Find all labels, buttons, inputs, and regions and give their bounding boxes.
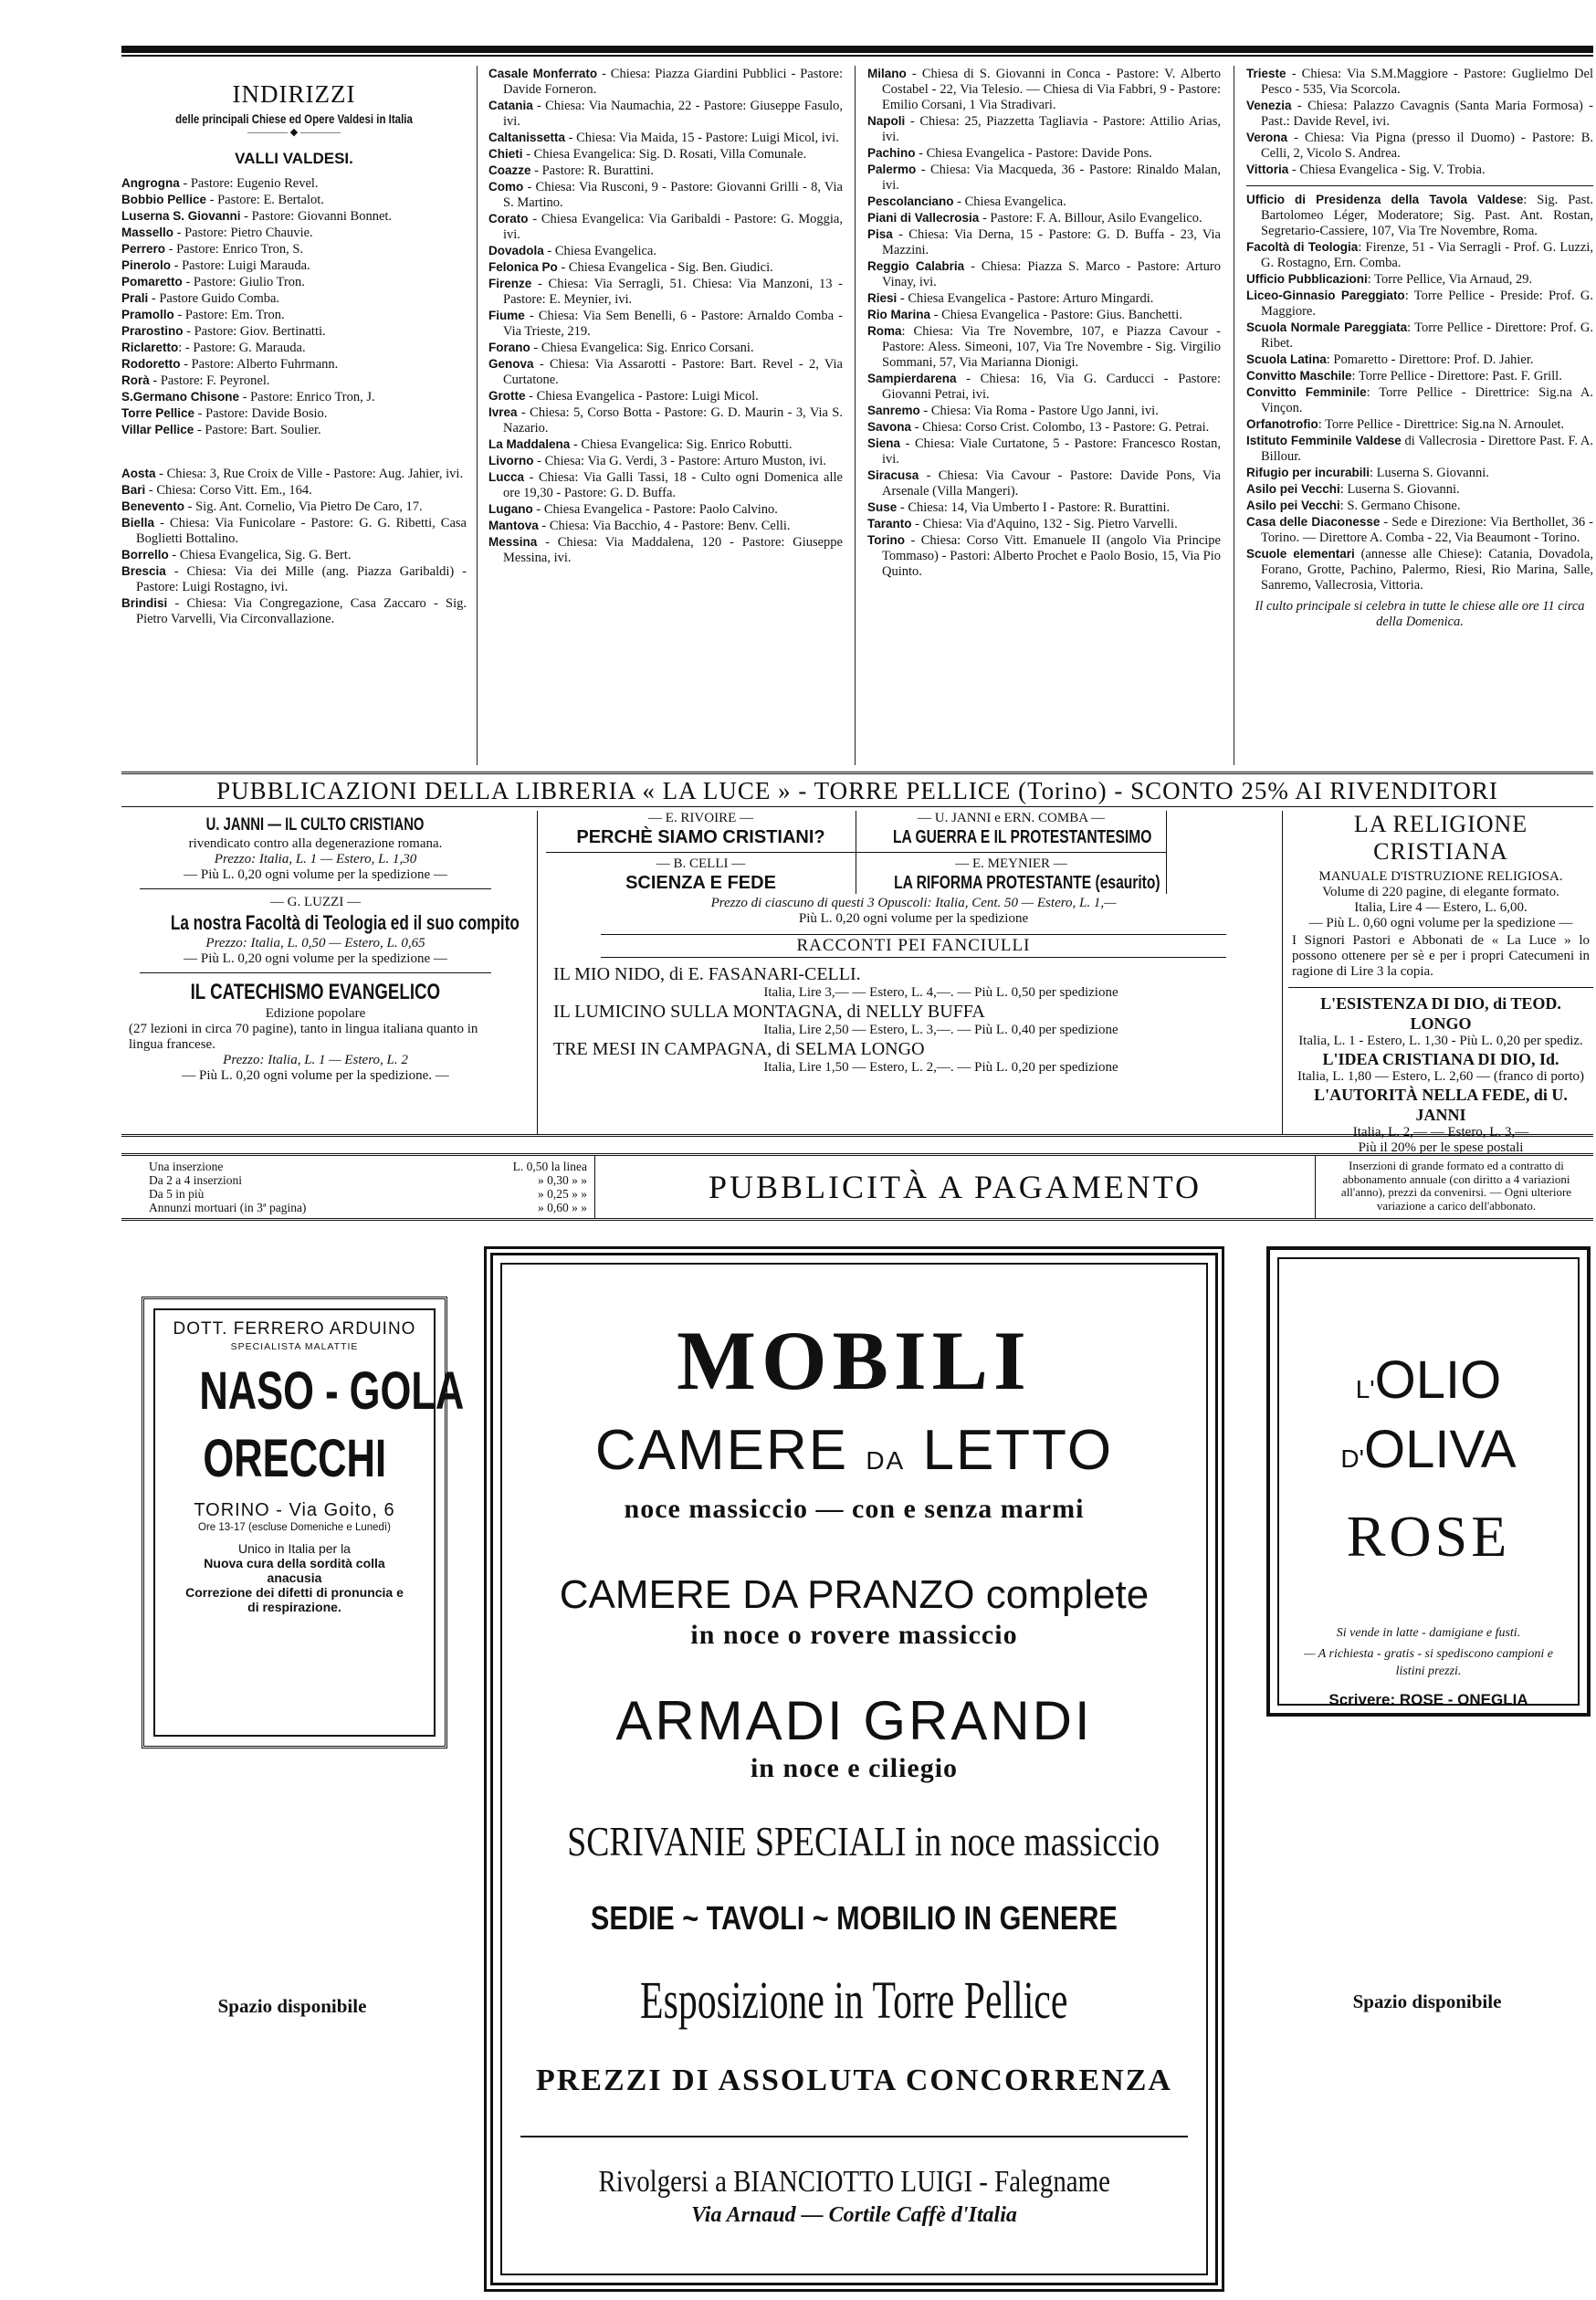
address-entry: Chieti - Chiesa Evangelica: Sig. D. Rosati, Villa Comunale. [488,147,807,162]
address-entry: Palermo - Chiesa: Via Macqueda, 36 - Pastore: Rinaldo Malan, ivi. [867,163,1221,193]
address-entry: Milano - Chiesa di S. Giovanni in Conca - Pastore: V. Alberto Costabel - 22, Via Telesio. — Chiesa di Via Fabbri, 9 - Pastore: Emilio Corsani, 1 Via Stradivari. [867,67,1221,112]
address-entry: Siena - Chiesa: Viale Curtatone, 5 - Pastore: Francesco Rostan, ivi. [867,436,1221,467]
address-entry: Mantova - Chiesa: Via Bacchio, 4 - Pastore: Benv. Celli. [488,519,791,533]
indirizzi-title: INDIRIZZI [232,80,356,108]
mobili-noce3: in noce e ciliegio [750,1753,959,1783]
catechismo-desc: (27 lezioni in circa 70 pagine), tanto in lingua italiana quanto in lingua francese. [129,1022,478,1052]
address-entry: Siracusa - Chiesa: Via Cavour - Pastore: Davide Pons, Via Arsenale (Villa Mangeri). [867,468,1221,499]
longo-title: L'ESISTENZA DI DIO, di TEOD. LONGO [1320,994,1561,1033]
libreria-header: PUBBLICAZIONI DELLA LIBRERIA « LA LUCE » - TORRE PELLICE (Torino) - SCONTO 25% AI RIVENDITORI [121,774,1593,807]
ornament: ———— ◆ ———— [247,127,341,138]
address-entry: Sanremo - Chiesa: Via Roma - Pastore Ugo Janni, ivi. [867,404,1159,418]
mobili-esposizione: Esposizione in Torre Pellice [640,1970,1068,2030]
address-entry: S.Germano Chisone - Pastore: Enrico Tron, J. [121,390,375,404]
mobili-scrivanie: SCRIVANIE SPECIALI in noce massiccio [567,1818,1160,1864]
ferrero-p1: Unico in Italia per la [238,1541,351,1556]
address-entry: Ufficio di Presidenza della Tavola Valdese: Sig. Past. Bartolomeo Léger, Moderatore; Sig. Past. Ant. Rostan, Segretario-Cassiere, 107, Via Tre Novembre, Roma. [1246,193,1594,238]
address-entry: Convitto Maschile: Torre Pellice - Direttore: Past. F. Grill. [1246,369,1562,383]
olio-scrivere: Scrivere: ROSE - ONEGLIA [1328,1691,1528,1708]
address-entry: Asilo pei Vecchi: Luserna S. Giovanni. [1246,482,1460,497]
address-entry: Napoli - Chiesa: 25, Piazzetta Tagliavia - Pastore: Attilio Arias, ivi. [867,114,1221,144]
address-entry: Messina - Chiesa: Via Maddalena, 120 - Pastore: Giuseppe Messina, ivi. [488,535,843,565]
catechismo-title: IL CATECHISMO EVANGELICO [190,980,441,1004]
religione-desc: Volume di 220 pagine, di elegante formato. [1322,885,1559,899]
column-rule [477,66,478,765]
column-rule [1282,811,1283,1135]
address-entry: Pinerolo - Pastore: Luigi Marauda. [121,258,310,273]
racconto-title: IL LUMICINO SULLA MONTAGNA, di NELLY BUFFA [553,1002,985,1022]
libreria-col-left [121,811,520,1135]
rates-section [121,1153,1593,1221]
opuscoli-price: Prezzo di ciascuno di questi 3 Opuscoli: Italia, Cent. 50 — Estero, L. 1,— [710,896,1117,910]
address-entry: La Maddalena - Chiesa Evangelica: Sig. Enrico Robutti. [488,437,793,452]
religione-title: LA RELIGIONE CRISTIANA [1353,811,1528,865]
racconto-price: Italia, Lire 2,50 — Estero, L. 3,—. — Più L. 0,40 per spedizione [763,1023,1118,1037]
janni-price: Prezzo: Italia, L. 1 — Estero, L. 1,30 [214,852,417,866]
longo-ship: Più il 20% per le spese postali [1358,1140,1524,1155]
religione-ship: — Più L. 0,60 ogni volume per la spedizione — [1308,916,1573,930]
rates-note: Inserzioni di grande formato ed a contratto di abbonamento annuale (con diritto a 4 variazioni all'anno), prezzi da convenirsi. — Ogni ulteriore variazione a carico dell'abbonato. [1340,1159,1572,1213]
address-entry: Bobbio Pellice - Pastore: E. Bertalot. [121,193,324,207]
address-entry: Lucca - Chiesa: Via Galli Tassi, 18 - Culto ogni Domenica alle ore 19,30 - Pastore: G. D. Buffa. [488,470,843,500]
catechismo-ship: — Più L. 0,20 ogni volume per la spedizione. — [182,1068,449,1083]
mobili-sedie: SEDIE ~ TAVOLI ~ MOBILIO IN GENERE [591,1899,1118,1937]
longo-list [1288,993,1593,1156]
rivoire-author: — E. RIVOIRE — [648,811,753,825]
valli-heading: VALLI VALDESI. [235,150,353,167]
opere-list [1246,192,1593,593]
culto-note: Il culto principale si celebra in tutte le chiese alle ore 11 circa della Domenica. [1255,599,1585,629]
luzzi-price: Prezzo: Italia, L. 0,50 — Estero, L. 0,65 [205,936,425,950]
address-entry: Pisa - Chiesa: Via Derna, 15 - Pastore: G. D. Buffa - 23, Via Mazzini. [867,227,1221,257]
address-entry: Riesi - Chiesa Evangelica - Pastore: Arturo Mingardi. [867,291,1154,306]
address-entry: Orfanotrofio: Torre Pellice - Direttrice: Sig.na N. Arnoulet. [1246,417,1565,432]
address-entry: Suse - Chiesa: 14, Via Umberto I - Pastore: R. Burattini. [867,500,1171,515]
indirizzi-subtitle: delle principali Chiese ed Opere Valdesi in Italia [175,111,413,126]
address-entry: Liceo-Ginnasio Pareggiato: Torre Pellice - Preside: Prof. G. Maggiore. [1246,289,1593,319]
ferrero-p2: Nuova cura della sordità colla anacusia [204,1556,385,1585]
address-entry: Ivrea - Chiesa: 5, Corso Botta - Pastore: G. D. Maurin - 3, Via S. Nazario. [488,405,843,436]
cities-list-2 [488,66,843,566]
celli-title: SCIENZA E FEDE [625,873,776,893]
luzzi-title: La nostra Facoltà di Teologia ed il suo compito [170,911,520,934]
mobili-armadi: ARMADI GRANDI [615,1690,1093,1751]
column-rule [855,66,856,765]
address-entry: Pomaretto - Pastore: Giulio Tron. [121,275,305,289]
address-entry: Reggio Calabria - Chiesa: Piazza S. Marco - Pastore: Arturo Vinay, ivi. [867,259,1221,289]
addresses-column-4 [1246,66,1593,765]
address-entry: Fiume - Chiesa: Via Sem Benelli, 6 - Pastore: Arnaldo Comba - Via Trieste, 219. [488,309,843,339]
religione-price: Italia, Lire 4 — Estero, L. 6,00. [1354,900,1528,915]
address-entry: Roma: Chiesa: Via Tre Novembre, 107, e Piazza Cavour - Pastore: Aless. Simeoni, 107, Via Tre Novembre - Sig. Virgilio Sommani, 57, Via Marianna Dionigi. [867,324,1221,370]
address-entry: Firenze - Chiesa: Via Serragli, 51. Chiesa: Via Manzoni, 13 - Pastore: E. Meynier, ivi. [488,277,843,307]
rates-title: PUBBLICITÀ A PAGAMENTO [594,1156,1316,1218]
libreria-col-middle [546,811,1281,1135]
address-entry: Luserna S. Giovanni - Pastore: Giovanni Bonnet. [121,209,393,224]
ad-olio-rose [1266,1246,1591,1717]
mobili-pranzo: CAMERE DA PRANZO complete [559,1572,1150,1617]
catechismo-ed: Edizione popolare [265,1006,366,1021]
address-entry: Prali - Pastore Guido Comba. [121,291,280,306]
address-entry: Torre Pellice - Pastore: Davide Bosio. [121,406,328,421]
address-entry: Lugano - Chiesa Evangelica - Pastore: Paolo Calvino. [488,502,778,517]
address-entry: Rodoretto - Pastore: Alberto Fuhrmann. [121,357,339,372]
rate-row: Annunzi mortuari (in 3ª pagina) » 0,60 » » [149,1201,587,1214]
racconto-price: Italia, Lire 1,50 — Estero, L. 2,—. — Più L. 0,20 per spedizione [763,1060,1118,1075]
address-entry: Massello - Pastore: Pietro Chauvie. [121,226,313,240]
olio-text1: Si vende in latte - damigiane e fusti. [1336,1626,1521,1640]
ad-mobili [484,1246,1224,2292]
address-entry: Taranto - Chiesa: Via d'Aquino, 132 - Sig. Pietro Varvelli. [867,517,1178,531]
address-entry: Venezia - Chiesa: Palazzo Cavagnis (Santa Maria Formosa) - Past.: Davide Revel, ivi. [1246,99,1593,129]
longo-price: Italia, L. 1 - Estero, L. 1,30 - Più L. 0,20 per spediz. [1298,1034,1583,1048]
address-entry: Angrogna - Pastore: Eugenio Revel. [121,176,319,191]
address-entry: Piani di Vallecrosia - Pastore: F. A. Billour, Asilo Evangelico. [867,211,1202,226]
janni-comba-title: LA GUERRA E IL PROTESTANTESIMO [892,827,1152,847]
longo-price: Italia, L. 2,— — Estero, L. 3,— [1352,1125,1529,1139]
address-entry: Genova - Chiesa: Via Assarotti - Pastore: Bart. Revel - 2, Via Curtatone. [488,357,843,387]
mobili-camere-letto: CAMERE DA LETTO [594,1419,1114,1482]
olio-text2: — A richiesta - gratis - si spediscono campioni e listini prezzi. [1304,1647,1553,1678]
mobili-prezzi: PREZZI DI ASSOLUTA CONCORRENZA [535,2064,1172,2097]
address-entry: Biella - Chiesa: Via Funicolare - Pastore: G. G. Ribetti, Casa Boglietti Bottalino. [121,516,467,546]
address-entry: Casa delle Diaconesse - Sede e Direzione: Via Berthollet, 36 - Torino. — Direttore A. Comba - 22, Via Beaumont - Torino. [1246,515,1593,545]
mobili-noce1: noce massiccio — con e senza marmi [624,1494,1085,1524]
ferrero-p3: Correzione dei difetti di pronuncia e di respirazione. [185,1585,404,1614]
address-entry: Istituto Femminile Valdese di Vallecrosia - Direttore Past. F. A. Billour. [1246,434,1593,464]
top-rule [121,46,1593,57]
ferrero-name: DOTT. FERRERO ARDUINO [173,1319,416,1339]
luzzi-ship: — Più L. 0,20 ogni volume per la spedizione — [184,951,447,966]
rates-table [149,1160,587,1214]
olio-rose: ROSE [1346,1504,1511,1569]
rate-row: Una inserzione L. 0,50 la linea [149,1160,587,1173]
rivoire-title: PERCHÈ SIAMO CRISTIANI? [576,827,825,847]
cities-list-3 [867,66,1221,580]
address-entry: Facoltà di Teologia: Firenze, 51 - Via Serragli - Prof. G. Luzzi, G. Rostagno, Ern. Comba. [1246,240,1594,270]
rate-row: Da 2 a 4 inserzioni » 0,30 » » [149,1173,587,1187]
libreria-section [121,772,1593,1155]
spazio-right: Spazio disponibile [1352,1990,1502,2012]
olio-title: L'OLIO D'OLIVA [1340,1350,1517,1479]
longo-title: L'IDEA CRISTIANA DI DIO, Id. [1322,1050,1559,1068]
address-entry: Catania - Chiesa: Via Naumachia, 22 - Pastore: Giuseppe Fasulo, ivi. [488,99,843,129]
address-entry: Coazze - Pastore: R. Burattini. [488,163,655,178]
address-entry: Livorno - Chiesa: Via G. Verdi, 3 - Pastore: Arturo Muston, ivi. [488,454,826,468]
address-entry: Sampierdarena - Chiesa: 16, Via G. Carducci - Pastore: Giovanni Petrai, ivi. [867,372,1221,402]
addresses-column-2 [488,66,843,765]
addresses-column-3 [867,66,1221,765]
luzzi-author: — G. LUZZI — [269,895,362,909]
address-entry: Grotte - Chiesa Evangelica - Pastore: Luigi Micol. [488,389,759,404]
address-entry: Riclaretto: - Pastore: G. Marauda. [121,341,306,355]
address-entry: Trieste - Chiesa: Via S.M.Maggiore - Pastore: Guglielmo Del Pesco - 535, Via Scorcola. [1246,67,1593,97]
ferrero-line2: ORECCHI [203,1429,386,1488]
valli-list [121,175,467,438]
address-entry: Perrero - Pastore: Enrico Tron, S. [121,242,304,257]
address-entry: Asilo pei Vecchi: S. Germano Chisone. [1246,499,1461,513]
meynier-title: LA RIFORMA PROTESTANTE (esaurito) [894,873,1160,893]
racconto-title: TRE MESI IN CAMPAGNA, di SELMA LONGO [553,1039,925,1059]
mobili-noce2: in noce o rovere massiccio [690,1620,1018,1650]
address-entry: Pescolanciano - Chiesa Evangelica. [867,194,1066,209]
cities-list-4 [1246,66,1593,178]
longo-price: Italia, L. 1,80 — Estero, L. 2,60 — (franco di porto) [1297,1069,1585,1084]
ferrero-hours: Ore 13-17 (escluse Domeniche e Lunedì) [198,1522,391,1533]
spazio-left: Spazio disponibile [217,1995,367,2017]
address-entry: Savona - Chiesa: Corso Crist. Colombo, 13 - Pastore: G. Petrai. [867,420,1210,435]
janni-title: U. JANNI — IL CULTO CRISTIANO [206,815,425,835]
mobili-via: Via Arnaud — Cortile Caffè d'Italia [691,2203,1017,2227]
address-entry: Rorà - Pastore: F. Peyronel. [121,373,270,388]
address-entry: Pachino - Chiesa Evangelica - Pastore: Davide Pons. [867,146,1152,161]
address-entry: Casale Monferrato - Chiesa: Piazza Giardini Pubblici - Pastore: Davide Forneron. [488,67,843,97]
address-entry: Rio Marina - Chiesa Evangelica - Pastore: Gius. Banchetti. [867,308,1182,322]
address-entry: Torino - Chiesa: Corso Vitt. Emanuele II (angolo Via Principe Tommaso) - Pastori: Alberto Prochet e Paolo Bosio, 15, Via Pio Quinto. [867,533,1221,579]
racconto-title: IL MIO NIDO, di E. FASANARI-CELLI. [553,964,861,984]
cities-list-1 [121,466,467,627]
address-entry: Forano - Chiesa Evangelica: Sig. Enrico Corsani. [488,341,754,355]
address-entry: Scuole elementari (annesse alle Chiese): Catania, Dovadola, Forano, Grotte, Pachino, Palermo, Riesi, Rio Marina, Salle, Sanremo, Vallecrosia, Vittoria. [1246,547,1593,593]
addresses-column-1 [121,66,467,765]
mobili-title: MOBILI [677,1314,1032,1407]
address-entry: Corato - Chiesa Evangelica: Via Garibaldi - Pastore: G. Moggia, ivi. [488,212,843,242]
address-entry: Scuola Normale Pareggiata: Torre Pellice - Direttore: Prof. G. Ribet. [1246,320,1593,351]
libreria-col-right [1288,811,1593,1155]
address-entry: Brescia - Chiesa: Via dei Mille (ang. Piazza Garibaldi) - Pastore: Luigi Rostagno, ivi. [121,564,467,594]
celli-author: — B. CELLI — [656,856,746,871]
address-entry: Rifugio per incurabili: Luserna S. Giovanni. [1246,466,1489,480]
address-entry: Aosta - Chiesa: 3, Rue Croix de Ville - Pastore: Aug. Jahier, ivi. [121,467,464,481]
ferrero-spec: SPECIALISTA MALATTIE [230,1341,359,1352]
address-entry: Pramollo - Pastore: Em. Tron. [121,308,285,322]
column-rule [537,811,538,1135]
opuscoli-ship: Più L. 0,20 ogni volume per la spedizione [798,911,1029,926]
ad-ferrero [142,1297,465,1749]
address-entry: Verona - Chiesa: Via Pigna (presso il Duomo) - Pastore: B. Celli, 2, Vicolo S. Andrea. [1246,131,1593,161]
address-entry: Borrello - Chiesa Evangelica, Sig. G. Bert. [121,548,352,562]
rate-row: Da 5 in più » 0,25 » » [149,1187,587,1201]
janni-ship: — Più L. 0,20 ogni volume per la spedizione — [184,867,447,882]
address-entry: Prarostino - Pastore: Giov. Bertinatti. [121,324,326,339]
address-entry: Brindisi - Chiesa: Via Congregazione, Casa Zaccaro - Sig. Pietro Varvelli, Via Circonvallazione. [121,596,467,626]
address-entry: Dovadola - Chiesa Evangelica. [488,244,656,258]
address-entry: Como - Chiesa: Via Rusconi, 9 - Pastore: Giovanni Grilli - 8, Via S. Martino. [488,180,843,210]
address-entry: Bari - Chiesa: Corso Vitt. Em., 164. [121,483,312,498]
address-entry: Villar Pellice - Pastore: Bart. Soulier. [121,423,321,437]
racconti-heading: RACCONTI PEI FANCIULLI [796,936,1031,955]
address-entry: Benevento - Sig. Ant. Cornelio, Via Pietro De Caro, 17. [121,499,423,514]
address-entry: Convitto Femminile: Torre Pellice - Direttrice: Sig.na A. Vinçon. [1246,385,1593,415]
address-entry: Felonica Po - Chiesa Evangelica - Sig. Ben. Giudici. [488,260,773,275]
ferrero-address: TORINO - Via Goito, 6 [194,1500,395,1520]
janni-comba-author: — U. JANNI e ERN. COMBA — [917,811,1105,825]
longo-title: L'AUTORITÀ NELLA FEDE, di U. JANNI [1314,1086,1568,1124]
religione-note: I Signori Pastori e Abbonati de « La Luce » lo possono ottenere per sè e per i propri Catecumeni in ragione di Lire 3 la copia. [1292,933,1590,979]
janni-desc: rivendicato contro alla degenerazione romana. [188,836,443,851]
racconti-list [546,963,1281,1076]
address-entry: Ufficio Pubblicazioni: Torre Pellice, Via Arnaud, 29. [1246,272,1533,287]
racconto-price: Italia, Lire 3,— — Estero, L. 4,—. — Più L. 0,50 per spedizione [763,985,1118,1000]
ferrero-line1: NASO - GOLA [199,1361,465,1421]
address-entry: Vittoria - Chiesa Evangelica - Sig. V. Trobia. [1246,163,1486,177]
meynier-author: — E. MEYNIER — [955,856,1067,871]
address-entry: Scuola Latina: Pomaretto - Direttore: Prof. D. Jahier. [1246,352,1534,367]
address-entry: Caltanissetta - Chiesa: Via Maida, 15 - Pastore: Luigi Micol, ivi. [488,131,839,145]
religione-sub: MANUALE D'ISTRUZIONE RELIGIOSA. [1318,869,1563,884]
mobili-rivolgersi: Rivolgersi a BIANCIOTTO LUIGI - Falegname [598,2165,1110,2199]
catechismo-price: Prezzo: Italia, L. 1 — Estero, L. 2 [223,1053,408,1067]
